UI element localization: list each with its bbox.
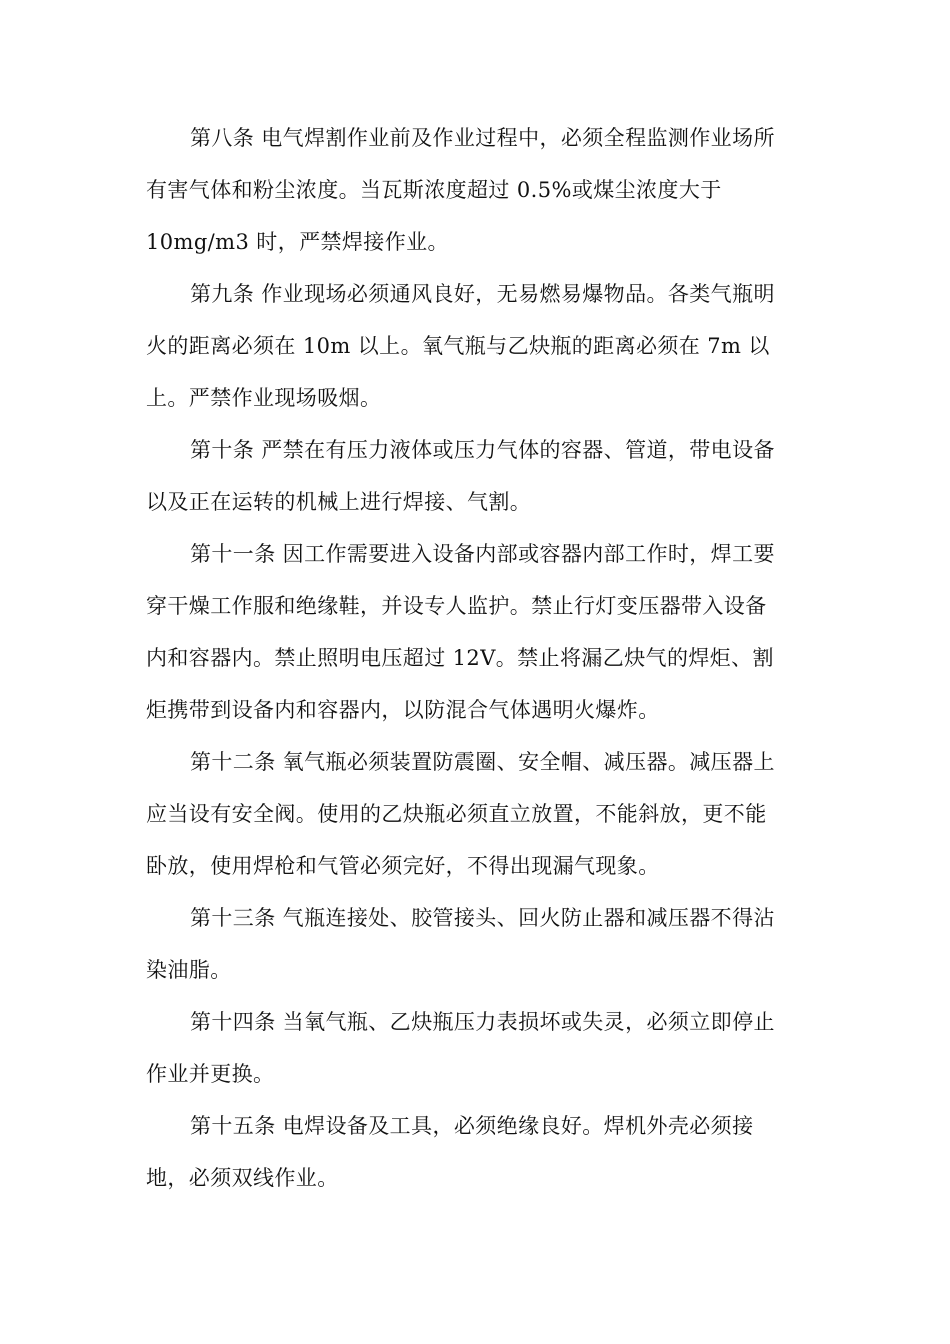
text-line: 第十四条 当氧气瓶、乙炔瓶压力表损坏或失灵，必须立即停止 — [190, 1010, 775, 1034]
text-line: 第八条 电气焊割作业前及作业过程中，必须全程监测作业场所 — [190, 126, 775, 150]
text-line: 炬携带到设备内和容器内，以防混合气体遇明火爆炸。 — [146, 698, 660, 722]
text-line: 第十五条 电焊设备及工具，必须绝缘良好。焊机外壳必须接 — [190, 1114, 754, 1138]
text-line: 第十一条 因工作需要进入设备内部或容器内部工作时，焊工要 — [190, 542, 775, 566]
paragraph-article-10 — [146, 424, 806, 528]
text-line: 第十条 严禁在有压力液体或压力气体的容器、管道，带电设备 — [190, 438, 775, 462]
paragraph-article-12 — [146, 736, 806, 892]
text-line: 10mg/m3 时，严禁焊接作业。 — [146, 230, 449, 254]
text-line: 第十二条 氧气瓶必须装置防震圈、安全帽、减压器。减压器上 — [190, 750, 775, 774]
paragraph-article-15 — [146, 1100, 806, 1204]
paragraph-article-8 — [146, 112, 806, 268]
text-line: 应当设有安全阀。使用的乙炔瓶必须直立放置，不能斜放，更不能 — [146, 802, 767, 826]
text-line: 以及正在运转的机械上进行焊接、气割。 — [146, 490, 532, 514]
text-line: 穿干燥工作服和绝缘鞋，并设专人监护。禁止行灯变压器带入设备 — [146, 594, 767, 618]
text-line: 染油脂。 — [146, 958, 232, 982]
text-line: 内和容器内。禁止照明电压超过 12V。禁止将漏乙炔气的焊炬、割 — [146, 646, 774, 670]
document-body — [146, 112, 806, 1204]
text-line: 火的距离必须在 10m 以上。氧气瓶与乙炔瓶的距离必须在 7m 以 — [146, 334, 770, 358]
text-line: 作业并更换。 — [146, 1062, 275, 1086]
paragraph-article-14 — [146, 996, 806, 1100]
text-line: 有害气体和粉尘浓度。当瓦斯浓度超过 0.5%或煤尘浓度大于 — [146, 178, 722, 202]
text-line: 第十三条 气瓶连接处、胶管接头、回火防止器和减压器不得沾 — [190, 906, 775, 930]
text-line: 地，必须双线作业。 — [146, 1166, 339, 1190]
text-line: 第九条 作业现场必须通风良好，无易燃易爆物品。各类气瓶明 — [190, 282, 775, 306]
paragraph-article-9 — [146, 268, 806, 424]
text-line: 上。严禁作业现场吸烟。 — [146, 386, 382, 410]
paragraph-article-11 — [146, 528, 806, 736]
paragraph-article-13 — [146, 892, 806, 996]
text-line: 卧放，使用焊枪和气管必须完好，不得出现漏气现象。 — [146, 854, 660, 878]
